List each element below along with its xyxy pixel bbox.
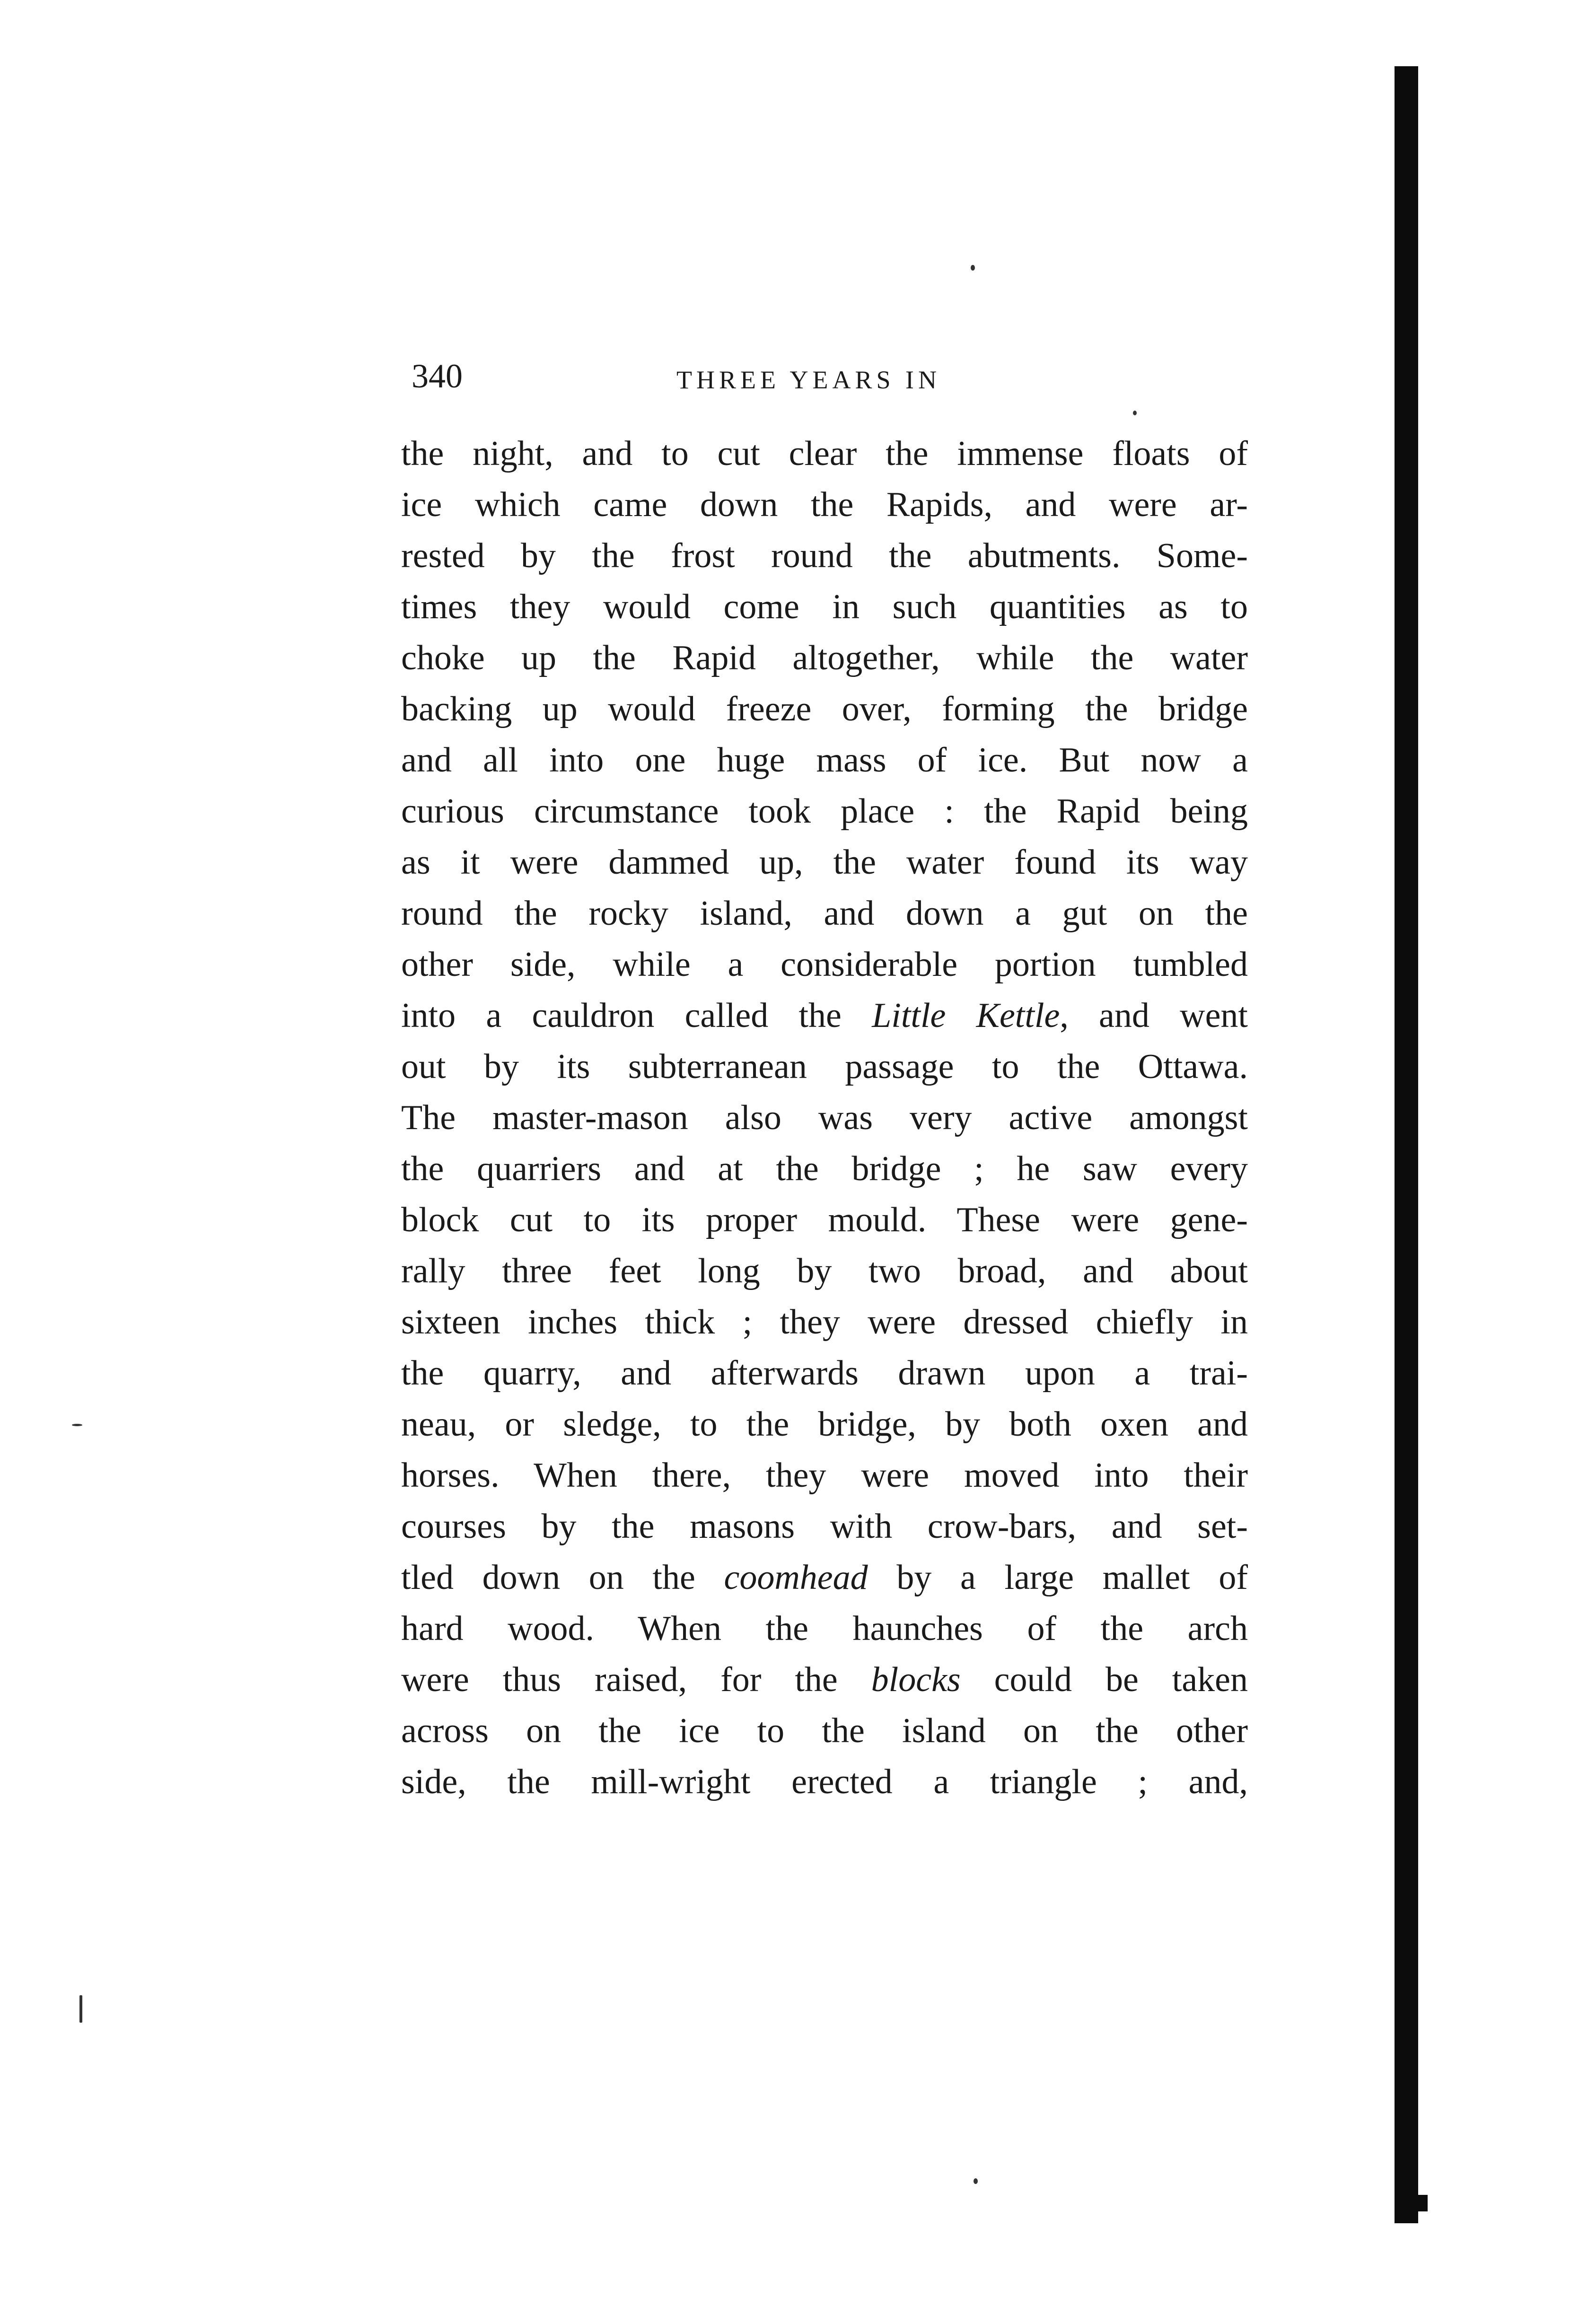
text-line	[401, 1348, 1248, 1399]
text-run: ice which came down the Rapids, and were ar-	[401, 485, 1248, 524]
print-speck	[72, 1424, 82, 1426]
text-line	[401, 684, 1248, 735]
text-line	[401, 1501, 1248, 1552]
text-line	[401, 632, 1248, 684]
running-title: THREE YEARS IN	[676, 366, 941, 394]
text-run: choke up the Rapid altogether, while the water	[401, 639, 1248, 677]
text-run: tled down on the	[401, 1558, 724, 1597]
text-line	[401, 1399, 1248, 1450]
text-run: neau, or sledge, to the bridge, by both oxen and	[401, 1405, 1248, 1444]
text-run: out by its subterranean passage to the Ottawa.	[401, 1047, 1248, 1086]
text-run: , and went	[1060, 996, 1248, 1035]
text-run: as it were dammed up, the water found its way	[401, 843, 1248, 882]
print-speck	[974, 2178, 978, 2184]
text-run: across on the ice to the island on the other	[401, 1711, 1248, 1750]
text-run: by a large mallet of	[868, 1558, 1248, 1597]
text-run: sixteen inches thick ; they were dressed chiefly in	[401, 1303, 1248, 1342]
text-run: times they would come in such quantities as to	[401, 588, 1248, 626]
print-speck	[79, 1995, 82, 2023]
text-line	[401, 1603, 1248, 1654]
text-run: rested by the frost round the abutments. Some-	[401, 536, 1248, 575]
text-line	[401, 1092, 1248, 1143]
text-line	[401, 530, 1248, 581]
text-line	[401, 1756, 1248, 1807]
text-run: block cut to its proper mould. These were gene-	[401, 1201, 1248, 1239]
print-speck	[1133, 411, 1137, 415]
text-line	[401, 837, 1248, 888]
text-line	[401, 1041, 1248, 1092]
text-run: backing up would freeze over, forming the bridge	[401, 690, 1248, 728]
text-run: the quarriers and at the bridge ; he saw every	[401, 1149, 1248, 1188]
text-run: were thus raised, for the	[401, 1660, 871, 1699]
body-text	[401, 428, 1248, 1807]
text-run: The master-mason also was very active amongst	[401, 1098, 1248, 1137]
text-run: courses by the masons with crow-bars, and set-	[401, 1507, 1248, 1546]
text-line	[401, 888, 1248, 939]
text-run: the night, and to cut clear the immense floats of	[401, 434, 1248, 473]
text-line	[401, 786, 1248, 837]
print-speck	[971, 265, 975, 271]
text-run: and all into one huge mass of ice. But now a	[401, 741, 1248, 780]
text-line	[401, 1552, 1248, 1603]
text-run: could be taken	[960, 1660, 1248, 1699]
text-line	[401, 1654, 1248, 1705]
text-line	[401, 1194, 1248, 1245]
text-run: horses. When there, they were moved into their	[401, 1456, 1248, 1495]
text-line	[401, 1143, 1248, 1194]
italic-run: coomhead	[724, 1558, 868, 1597]
text-run: other side, while a considerable portion tumbled	[401, 945, 1248, 984]
text-line	[401, 1297, 1248, 1348]
text-run: into a cauldron called the	[401, 996, 872, 1035]
text-line	[401, 1450, 1248, 1501]
text-run: the quarry, and afterwards drawn upon a trai-	[401, 1354, 1248, 1393]
text-line	[401, 581, 1248, 632]
text-line	[401, 1705, 1248, 1756]
text-line	[401, 479, 1248, 530]
italic-run: blocks	[871, 1660, 961, 1699]
text-run: curious circumstance took place : the Rapid being	[401, 792, 1248, 831]
text-line	[401, 990, 1248, 1041]
running-head	[412, 355, 1263, 397]
text-run: hard wood. When the haunches of the arch	[401, 1609, 1248, 1648]
page-number: 340	[412, 357, 463, 395]
text-line	[401, 735, 1248, 786]
text-line	[401, 1245, 1248, 1297]
text-run: round the rocky island, and down a gut on the	[401, 894, 1248, 933]
binding-shadow	[1395, 66, 1418, 2223]
text-run: side, the mill-wright erected a triangle ; and,	[401, 1763, 1248, 1801]
text-line	[401, 428, 1248, 479]
text-line	[401, 939, 1248, 990]
binding-shadow-foot	[1395, 2195, 1428, 2211]
text-run: rally three feet long by two broad, and about	[401, 1252, 1248, 1290]
italic-run: Little Kettle	[872, 996, 1060, 1035]
